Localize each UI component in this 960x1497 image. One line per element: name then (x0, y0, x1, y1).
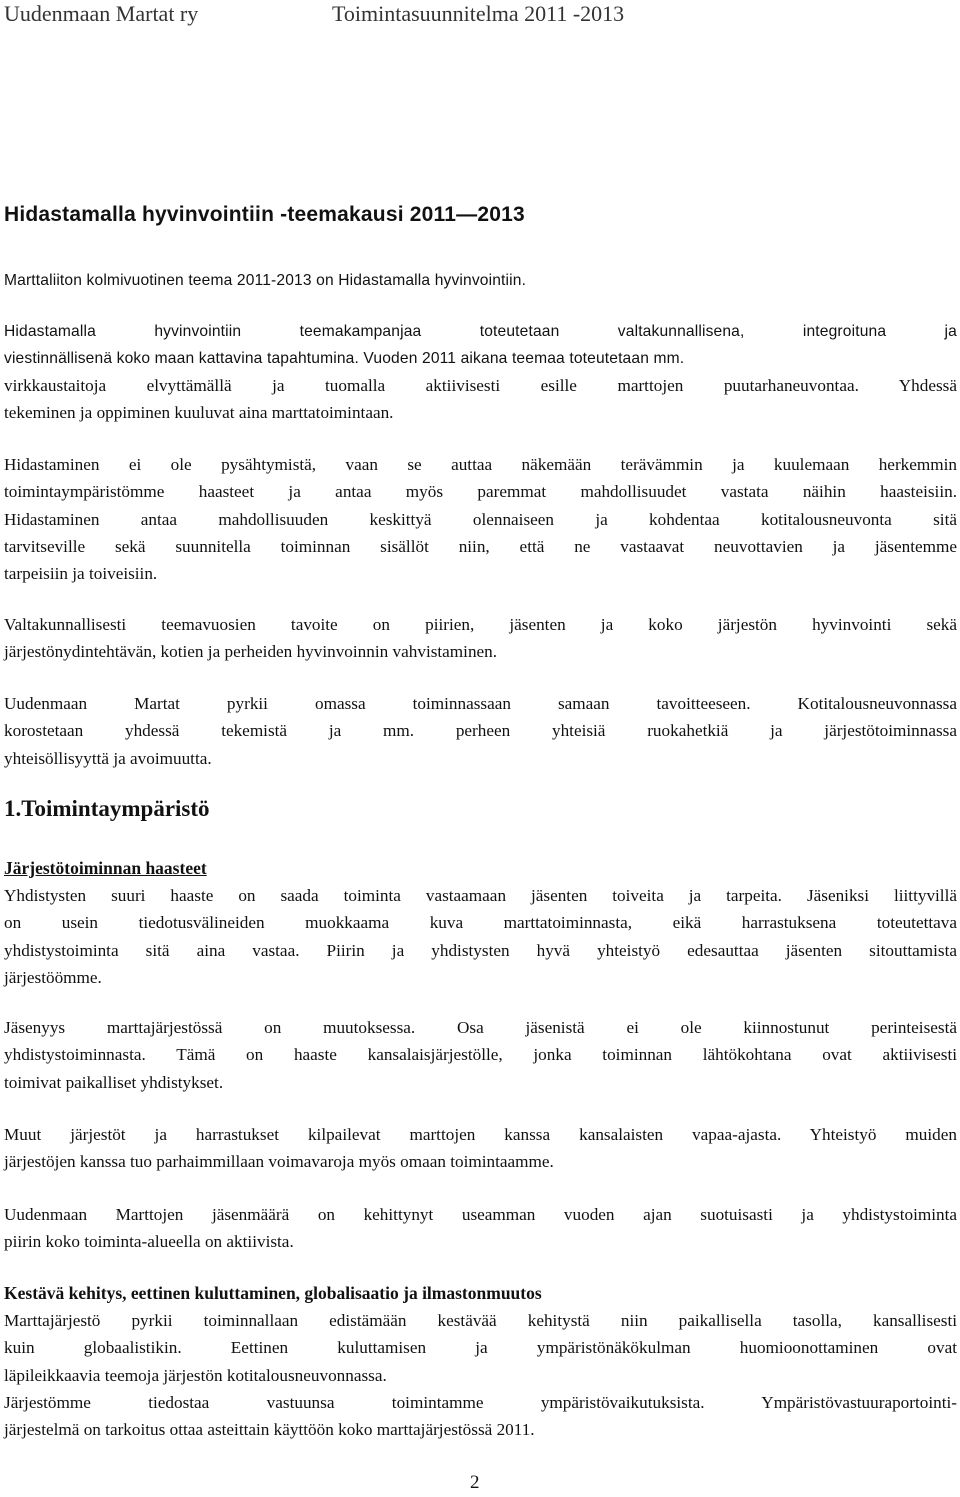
paragraph-line: toimivat paikalliset yhdistykset. (4, 1072, 224, 1092)
theme-period-heading: Hidastamalla hyvinvointiin -teemakausi 2011—2013 (4, 203, 525, 226)
paragraph-line: Uudenmaan Marttojen jäsenmäärä on kehittynyt useamman vuoden ajan suotuisasti ja yhdistystoiminta (4, 1205, 957, 1224)
paragraph-line: piirin koko toiminta-alueella on aktiivista. (4, 1232, 294, 1252)
membership-growth-paragraph (4, 1201, 957, 1256)
paragraph-line: Hidastaminen antaa mahdollisuuden keskittyä olennaiseen ja kohdentaa kotitalousneuvonta sitä (4, 509, 957, 529)
paragraph-line: kuin globaalistikin. Eettinen kuluttamisen ja ympäristönäkökulman huomioonottaminen ovat (4, 1338, 957, 1358)
national-goal-paragraph (4, 611, 957, 666)
activities-paragraph (4, 372, 957, 427)
paragraph-line: Uudenmaan Martat pyrkii omassa toiminnassaan samaan tavoitteeseen. Kotitalousneuvonnassa (4, 694, 957, 713)
page-number: 2 (470, 1472, 480, 1493)
paragraph-line: virkkaustaitoja elvyttämällä ja tuomalla aktiivisesti esille marttojen puutarhaneuvontaa. Yhdessä (4, 376, 957, 395)
paragraph-line: Järjestömme tiedostaa vastuunsa toimintamme ympäristövaikutuksista. Ympäristövastuuraportointi- (4, 1393, 957, 1412)
paragraph-line: on usein tiedotusvälineiden muokkaama kuva marttatoiminnasta, eikä harrastuksena toteutettava (4, 913, 957, 933)
section-heading-operating-environment: 1.Toimintaympäristö (4, 796, 210, 821)
paragraph-line: Yhdistysten suuri haaste on saada toiminta vastaamaan jäsenten toiveita ja tarpeita. Jäseniksi liittyvillä (4, 886, 957, 905)
paragraph-line: Marttajärjestö pyrkii toiminnallaan edistämään kestävää kehitystä niin paikallisella tasolla, kansallisesti (4, 1311, 957, 1330)
subheading-sustainable-development: Kestävä kehitys, eettinen kuluttaminen, globalisaatio ja ilmastonmuutos (4, 1283, 542, 1303)
paragraph-line: toimintaympäristömme haasteet ja antaa myös paremmat mahdollisuudet vastata näihin haasteisiin. (4, 482, 957, 502)
paragraph-line: Marttaliiton kolmivuotinen teema 2011-2013 on Hidastamalla hyvinvointiin. (4, 272, 527, 289)
header-document-title: Toimintasuunnitelma 2011 -2013 (332, 1, 625, 26)
paragraph-line: järjestelmä on tarkoitus ottaa asteittain käyttöön koko marttajärjestössä 2011. (4, 1420, 535, 1440)
paragraph-line: yhdistystoiminnasta. Tämä on haaste kansalaisjärjestölle, jonka toiminnan lähtökohtana ovat aktiivisesti (4, 1045, 957, 1065)
paragraph-line: läpileikkaavia teemoja järjestön kotitalousneuvonnassa. (4, 1365, 387, 1385)
paragraph-line: yhteisöllisyyttä ja avoimuutta. (4, 748, 212, 768)
slowing-down-paragraph (4, 451, 957, 587)
paragraph-line: tarpeisiin ja toiveisiin. (4, 564, 158, 584)
paragraph-line: Valtakunnallisesti teemavuosien tavoite on piirien, jäsenten ja koko järjestön hyvinvointi sekä (4, 615, 957, 634)
paragraph-line: Jäsenyys marttajärjestössä on muutoksessa. Osa jäsenistä ei ole kiinnostunut perinteisestä (4, 1018, 957, 1037)
paragraph-line: viestinnällisenä koko maan kattavina tapahtumina. Vuoden 2011 aikana teemaa toteutetaan mm. (4, 350, 685, 368)
paragraph-line: järjestöömme. (4, 967, 102, 987)
paragraph-line: tekeminen ja oppiminen kuuluvat aina marttatoimintaan. (4, 403, 394, 423)
competition-paragraph (4, 1121, 957, 1176)
subheading-organization-challenges: Järjestötoiminnan haasteet (4, 858, 207, 878)
paragraph-line: Hidastaminen ei ole pysähtymistä, vaan se auttaa näkemään terävämmin ja kuulemaan herkemmin (4, 455, 957, 474)
campaign-paragraph (4, 318, 957, 373)
paragraph-line: Hidastamalla hyvinvointiin teemakampanjaa toteutetaan valtakunnallisena, integroituna ja (4, 323, 957, 340)
environmental-responsibility-paragraph (4, 1389, 957, 1444)
paragraph-line: korostetaan yhdessä tekemistä ja mm. perheen yhteisiä ruokahetkiä ja järjestötoiminnassa (4, 721, 957, 741)
paragraph-line: Muut järjestöt ja harrastukset kilpailevat marttojen kanssa kansalaisten vapaa-ajasta. Yhteistyö muiden (4, 1125, 957, 1144)
header-organization: Uudenmaan Martat ry (4, 1, 199, 26)
challenges-paragraph (4, 882, 957, 991)
page-header (0, 0, 960, 40)
membership-paragraph (4, 1014, 957, 1096)
uusimaa-goal-paragraph (4, 690, 957, 772)
paragraph-line: järjestönydintehtävän, kotien ja perheiden hyvinvoinnin vahvistaminen. (4, 642, 498, 662)
sustainability-paragraph (4, 1307, 957, 1389)
paragraph-line: järjestöjen kanssa tuo parhaimmillaan voimavaroja myös omaan toimintaamme. (4, 1152, 554, 1172)
paragraph-line: tarvitseville sekä suunnitella toiminnan sisällöt niin, että ne vastaavat neuvottavien ja jäsentemme (4, 536, 957, 556)
paragraph-line: yhdistystoiminta sitä aina vastaa. Piirin ja yhdistysten hyvä yhteistyö edesauttaa jäsenten sitouttamista (4, 940, 957, 960)
theme-intro-paragraph (4, 267, 957, 294)
